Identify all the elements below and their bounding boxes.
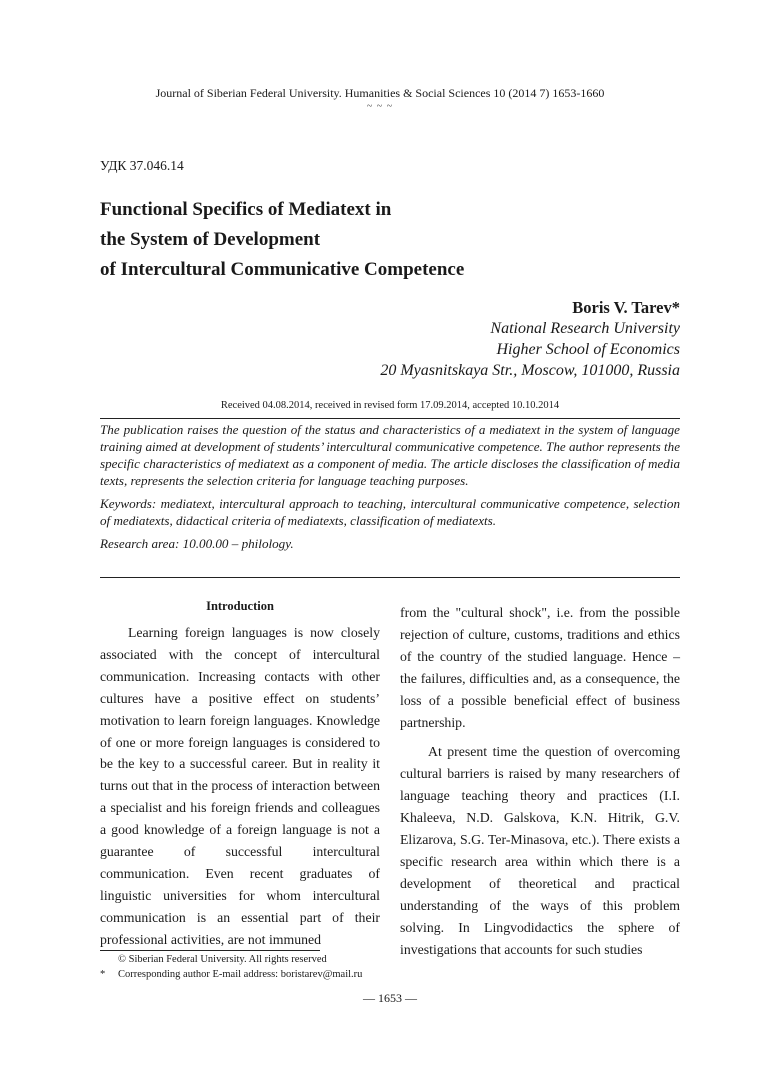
copyright-footnote — [100, 952, 362, 967]
author-block — [380, 297, 680, 381]
received-dates: Received 04.08.2014, received in revised form 17.09.2014, accepted 10.10.2014 — [220, 400, 560, 411]
abstract-top-rule — [100, 418, 680, 419]
title-line-3: of Intercultural Communicative Competence — [100, 259, 465, 280]
footnotes — [100, 952, 362, 982]
abstract-text: The publication raises the question of the status and characteristics of a mediatext in the system of language training aimed at development of students’ intercultural communicative competence. The author represents the specific characteristics of mediatext as a component of media. The article discloses the classification of media texts, represents the selection criteria for language teaching purposes. — [100, 422, 681, 488]
journal-header: Journal of Siberian Federal University. Humanities & Social Sciences 10 (2014 7) 1653-1660 — [155, 86, 605, 100]
body-paragraph: At present time the question of overcoming cultural barriers is raised by many researchers of language teaching theory and practices (I.I. Khaleeva, N.D. Galskova, K.N. Hitrik, G.V. Elizarova, S.G. Ter-Minasova, etc.). There exists a specific research area within which there is a development of theoretical and practical understanding of the ways of this problem solving. In Lingvodidactics the sphere of investigations that accounts for such studies — [400, 744, 680, 957]
article-title — [100, 195, 464, 285]
body-paragraph: Learning foreign languages is now closely associated with the concept of intercultural communication. Increasing contacts with other cultures have a positive effect on students’ motivation to learn foreign languages. Knowledge of one or more foreign languages is considered to be the key to a successful career. But in reality it turns out that in the process of interaction between a specialist and his foreign friends and colleagues a good knowledge of a foreign language is not a guarantee of successful intercultural communication. Even recent graduates of linguistic universities for whom intercultural communication is an essential part of their professional activities, are not immuned — [100, 625, 380, 947]
title-line-1: Functional Specifics of Mediatext in — [100, 199, 392, 220]
left-column — [100, 596, 380, 951]
corresponding-footnote — [100, 967, 362, 982]
corresponding-email: Corresponding author E-mail address: boristarev@mail.ru — [118, 969, 363, 980]
body-paragraph: from the "cultural shock", i.e. from the possible rejection of culture, customs, traditions and ethics of the country of the studied language. Hence – the failures, difficulties and, as a consequence, the loss of a possible beneficial effect of business partnership. — [400, 605, 680, 730]
author-address: 20 Myasnitskaya Str., Moscow, 101000, Russia — [380, 362, 680, 379]
header-ornament: ~ ~ ~ — [366, 101, 394, 112]
udk-code: УДК 37.046.14 — [100, 158, 184, 173]
footnote-rule — [100, 950, 320, 951]
keywords: Keywords: mediatext, intercultural approach to teaching, intercultural communicative competence, selection of mediatexts, didactical criteria of mediatexts, classification of mediatexts. — [100, 496, 680, 528]
abstract-bottom-rule — [100, 577, 680, 578]
author-affiliation-1: National Research University — [490, 320, 680, 337]
right-column — [400, 602, 680, 961]
copyright-text: © Siberian Federal University. All rights reserved — [118, 954, 327, 965]
author-name: Boris V. Tarev* — [572, 298, 680, 317]
title-line-2: the System of Development — [100, 229, 321, 250]
section-heading-introduction: Introduction — [206, 599, 274, 613]
abstract — [100, 421, 680, 558]
footnote-asterisk: * — [100, 969, 106, 980]
page-number: — 1653 — — [363, 991, 417, 1005]
author-affiliation-2: Higher School of Economics — [496, 341, 680, 358]
research-area: Research area: 10.00.00 – philology. — [100, 536, 294, 551]
